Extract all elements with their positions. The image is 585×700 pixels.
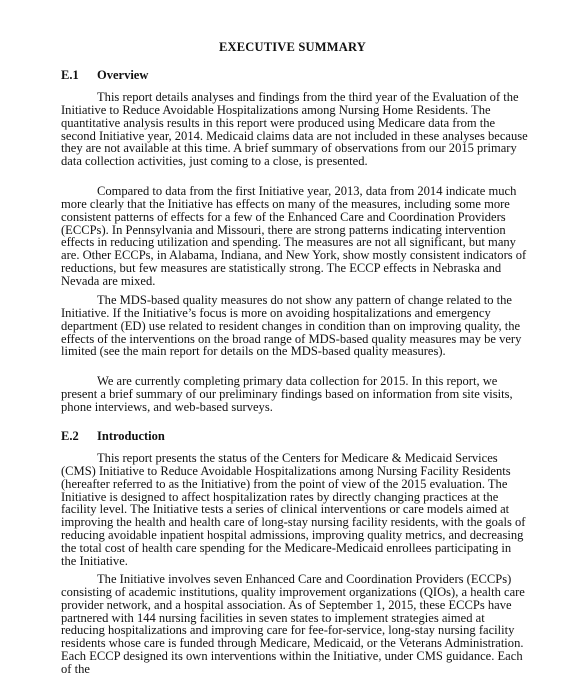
section-title: Introduction [97, 429, 165, 443]
overview-paragraph-1: This report details analyses and findings from the third year of the Evaluation of the Initiative to Reduce Avoidable Hospitalizations among Nursing Home Residents. The quantitative analysis results in this report were produced using Medicare data from the second Initiative year, 2014. Medicaid claims data are not included in these analyses because they are not available at this time. A brief summary of observations from our 2015 primary data collection activities, just coming to a close, is presented. [61, 90, 528, 169]
overview-paragraph-2: Compared to data from the first Initiative year, 2013, data from 2014 indicate much more clearly that the Initiative has effects on many of the measures, including some more consistent patterns of effects for a few of the Enhanced Care and Coordination Providers (ECCPs). In Pennsylvania and Missouri, there are strong patterns indicating intervention effects in reducing utilization and spending. The measures are not all significant, but many are. Other ECCPs, in Alabama, Indiana, and New York, show mostly consistent indicators of reductions, but few measures are statistically strong. The ECCP effects in Nebraska and Nevada are mixed. [61, 184, 527, 288]
section-number: E.2 [61, 429, 79, 443]
section-heading-introduction [61, 429, 165, 444]
overview-paragraph-3: The MDS-based quality measures do not show any pattern of change related to the Initiative. If the Initiative’s focus is more on avoiding hospitalizations and emergency department (ED) use related to resident changes in condition than on improving quality, the effects of the interventions on the broad range of MDS-based quality measures may be very limited (see the main report for details on the MDS-based quality measures). [61, 293, 522, 359]
introduction-paragraph-2: The Initiative involves seven Enhanced Care and Coordination Providers (ECCPs) consisting of academic institutions, quality improvement organizations (QIOs), a health care provider network, and a hospital association. As of September 1, 2015, these ECCPs have partnered with 144 nursing facilities in seven states to implement strategies aimed at reducing hospitalizations and improving care for fee-for-service, long-stay nursing facility residents whose care is funded through Medicare, Medicaid, or the Veterans Administration. Each ECCP designed its own interventions within the Initiative, under CMS guidance. Each of the [61, 572, 525, 676]
section-heading-overview [61, 68, 148, 83]
introduction-paragraph-1: This report presents the status of the Centers for Medicare & Medicaid Services (CMS) Initiative to Reduce Avoidable Hospitalizations among Nursing Facility Residents (hereafter referred to as the Initiative) from the point of view of the 2015 evaluation. The Initiative is designed to affect hospitalization rates by directly changing practices at the facility level. The Initiative tests a series of clinical interventions or care models aimed at improving the health and health care of long-stay nursing facility residents, with the goals of reducing avoidable inpatient hospital admissions, improving quality metrics, and decreasing the total cost of health care spending for the Medicare-Medicaid enrollees participating in the Initiative. [61, 451, 526, 568]
overview-paragraph-4: We are currently completing primary data collection for 2015. In this report, we present a brief summary of our preliminary findings based on information from site visits, phone interviews, and web-based surveys. [61, 374, 513, 414]
section-title: Overview [97, 68, 149, 82]
section-number: E.1 [61, 68, 79, 82]
document-title: EXECUTIVE SUMMARY [218, 40, 367, 54]
